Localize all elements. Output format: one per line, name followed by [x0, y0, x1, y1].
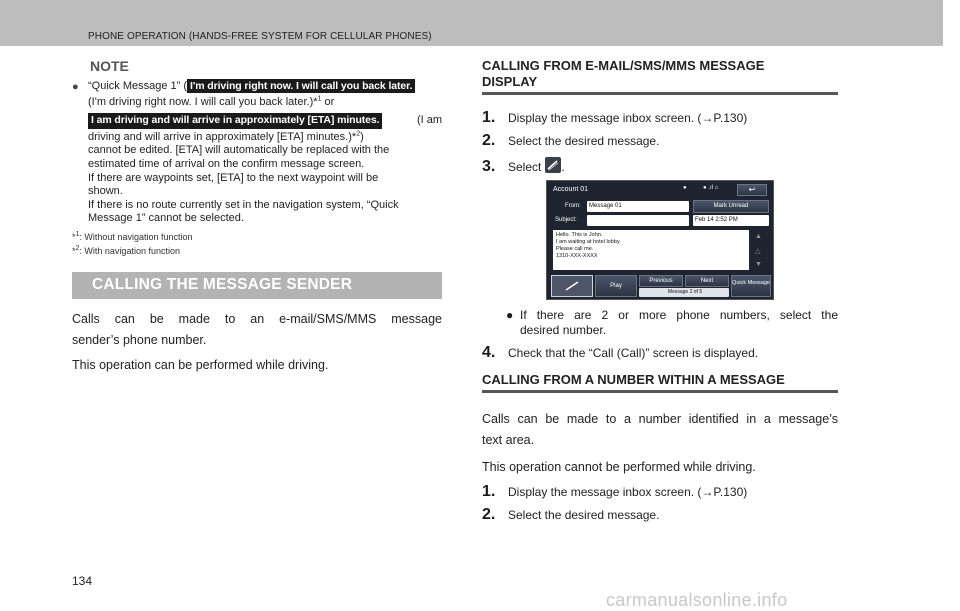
step-2: 2. Select the desired message. — [482, 132, 660, 149]
status-icons: ● .ıl ⌂ — [703, 185, 719, 191]
step-3: 3. Select . — [482, 158, 565, 175]
note-line-6: estimated time of arrival on the confirm message screen. — [88, 157, 365, 170]
page-header-title: PHONE OPERATION (HANDS-FREE SYSTEM FOR CELLULAR PHONES) — [88, 31, 432, 42]
note-line-8: shown. — [88, 185, 123, 198]
number-paragraph: Calls can be made to a number identified in a message’s text area. — [482, 412, 838, 447]
screen-account: Account 01 — [553, 186, 589, 193]
message-display-screen — [546, 180, 774, 300]
quick-message-eta-label: I am driving and will arrive in approximately [ETA] minutes. — [88, 113, 382, 129]
right-column — [482, 58, 838, 524]
play-button[interactable]: Play — [595, 275, 637, 297]
note-line-5: cannot be edited. [ETA] will automatically be replaced with the — [88, 144, 390, 157]
quick-message-button[interactable]: Quick Message — [731, 275, 771, 297]
section-heading-calling-sender: CALLING THE MESSAGE SENDER — [72, 272, 442, 299]
step-4: 4. Check that the “Call (Call)” screen is displayed. — [482, 344, 759, 361]
bullet-icon: ● — [72, 81, 79, 93]
note-line-9: If there is no route currently set in the navigation system, “Quick — [88, 198, 399, 211]
number-driving-note: This operation cannot be performed while driving. — [482, 460, 756, 474]
scroll-up-icon[interactable]: ▲ — [755, 233, 762, 240]
scroll-mid-icon: △ — [755, 248, 761, 255]
left-column — [72, 58, 442, 376]
page-number: 134 — [72, 574, 93, 588]
step-1: 1. Display the message inbox screen. (→P.130) — [482, 109, 748, 126]
sender-driving-note: This operation can be performed while driving. — [72, 357, 329, 372]
note-line-4: driving and will arrive in approximately [ETA] minutes.)*$^2$) — [88, 130, 364, 143]
from-label: From: — [565, 203, 581, 209]
quick-message-1-label: I'm driving right now. I will call you back later. — [187, 79, 415, 93]
call-handset-icon — [545, 157, 561, 173]
next-button[interactable]: Next — [685, 275, 729, 287]
note-line-2: (I'm driving right now. I will call you back later.)*$^1$ or — [88, 94, 335, 108]
note-body — [72, 80, 442, 226]
section-heading-message-display: CALLING FROM E-MAIL/SMS/MMS MESSAGE DISPLAY — [482, 58, 838, 95]
previous-button[interactable]: Previous — [639, 275, 683, 287]
message-body: Hello. This is John. I am waiting at hotel lobby. Please call me. 1310-XXX-XXXX — [553, 230, 749, 270]
note-line-3: I am driving and will arrive in approximately [ETA] minutes. (I am — [88, 113, 442, 129]
bullet-icon: ● — [506, 308, 514, 322]
subject-label: Subject: — [555, 217, 577, 223]
back-button[interactable]: ↩ — [737, 184, 767, 196]
watermark: carmanualsonline.info — [606, 590, 788, 610]
scroll-down-icon[interactable]: ▼ — [755, 261, 762, 268]
mark-unread-button[interactable]: Mark Unread — [693, 200, 769, 213]
note-title: NOTE — [90, 58, 129, 74]
sender-paragraph: Calls can be made to an e-mail/SMS/MMS message sender’s phone number. — [72, 311, 442, 347]
note-line-10: Message 1” cannot be selected. — [88, 212, 244, 225]
subject-field — [587, 215, 689, 226]
call-button[interactable] — [551, 275, 593, 297]
message-counter: Message 2 of 5 — [639, 288, 729, 297]
note-line-1: “Quick Message 1” ( I'm driving right now. I will call you back later. — [88, 80, 442, 94]
from-field: Message 01 — [587, 201, 689, 212]
section-heading-number-within-message: CALLING FROM A NUMBER WITHIN A MESSAGE — [482, 372, 838, 393]
footnotes — [72, 232, 442, 256]
footnote-2: *$^2$: With navigation function — [72, 244, 180, 256]
footnote-1: *$^1$: Without navigation function — [72, 230, 193, 242]
note-line-7: If there are waypoints set, [ETA] to the next waypoint will be — [88, 171, 379, 184]
date-field: Feb 14 2:52 PM — [693, 215, 769, 226]
step-2b: 2. Select the desired message. — [482, 506, 660, 523]
multiple-numbers-bullet: ● If there are 2 or more phone numbers, select the desired number. — [506, 308, 838, 337]
info-icon: ● — [683, 185, 687, 191]
step-1b: 1. Display the message inbox screen. (→P.130) — [482, 483, 748, 500]
